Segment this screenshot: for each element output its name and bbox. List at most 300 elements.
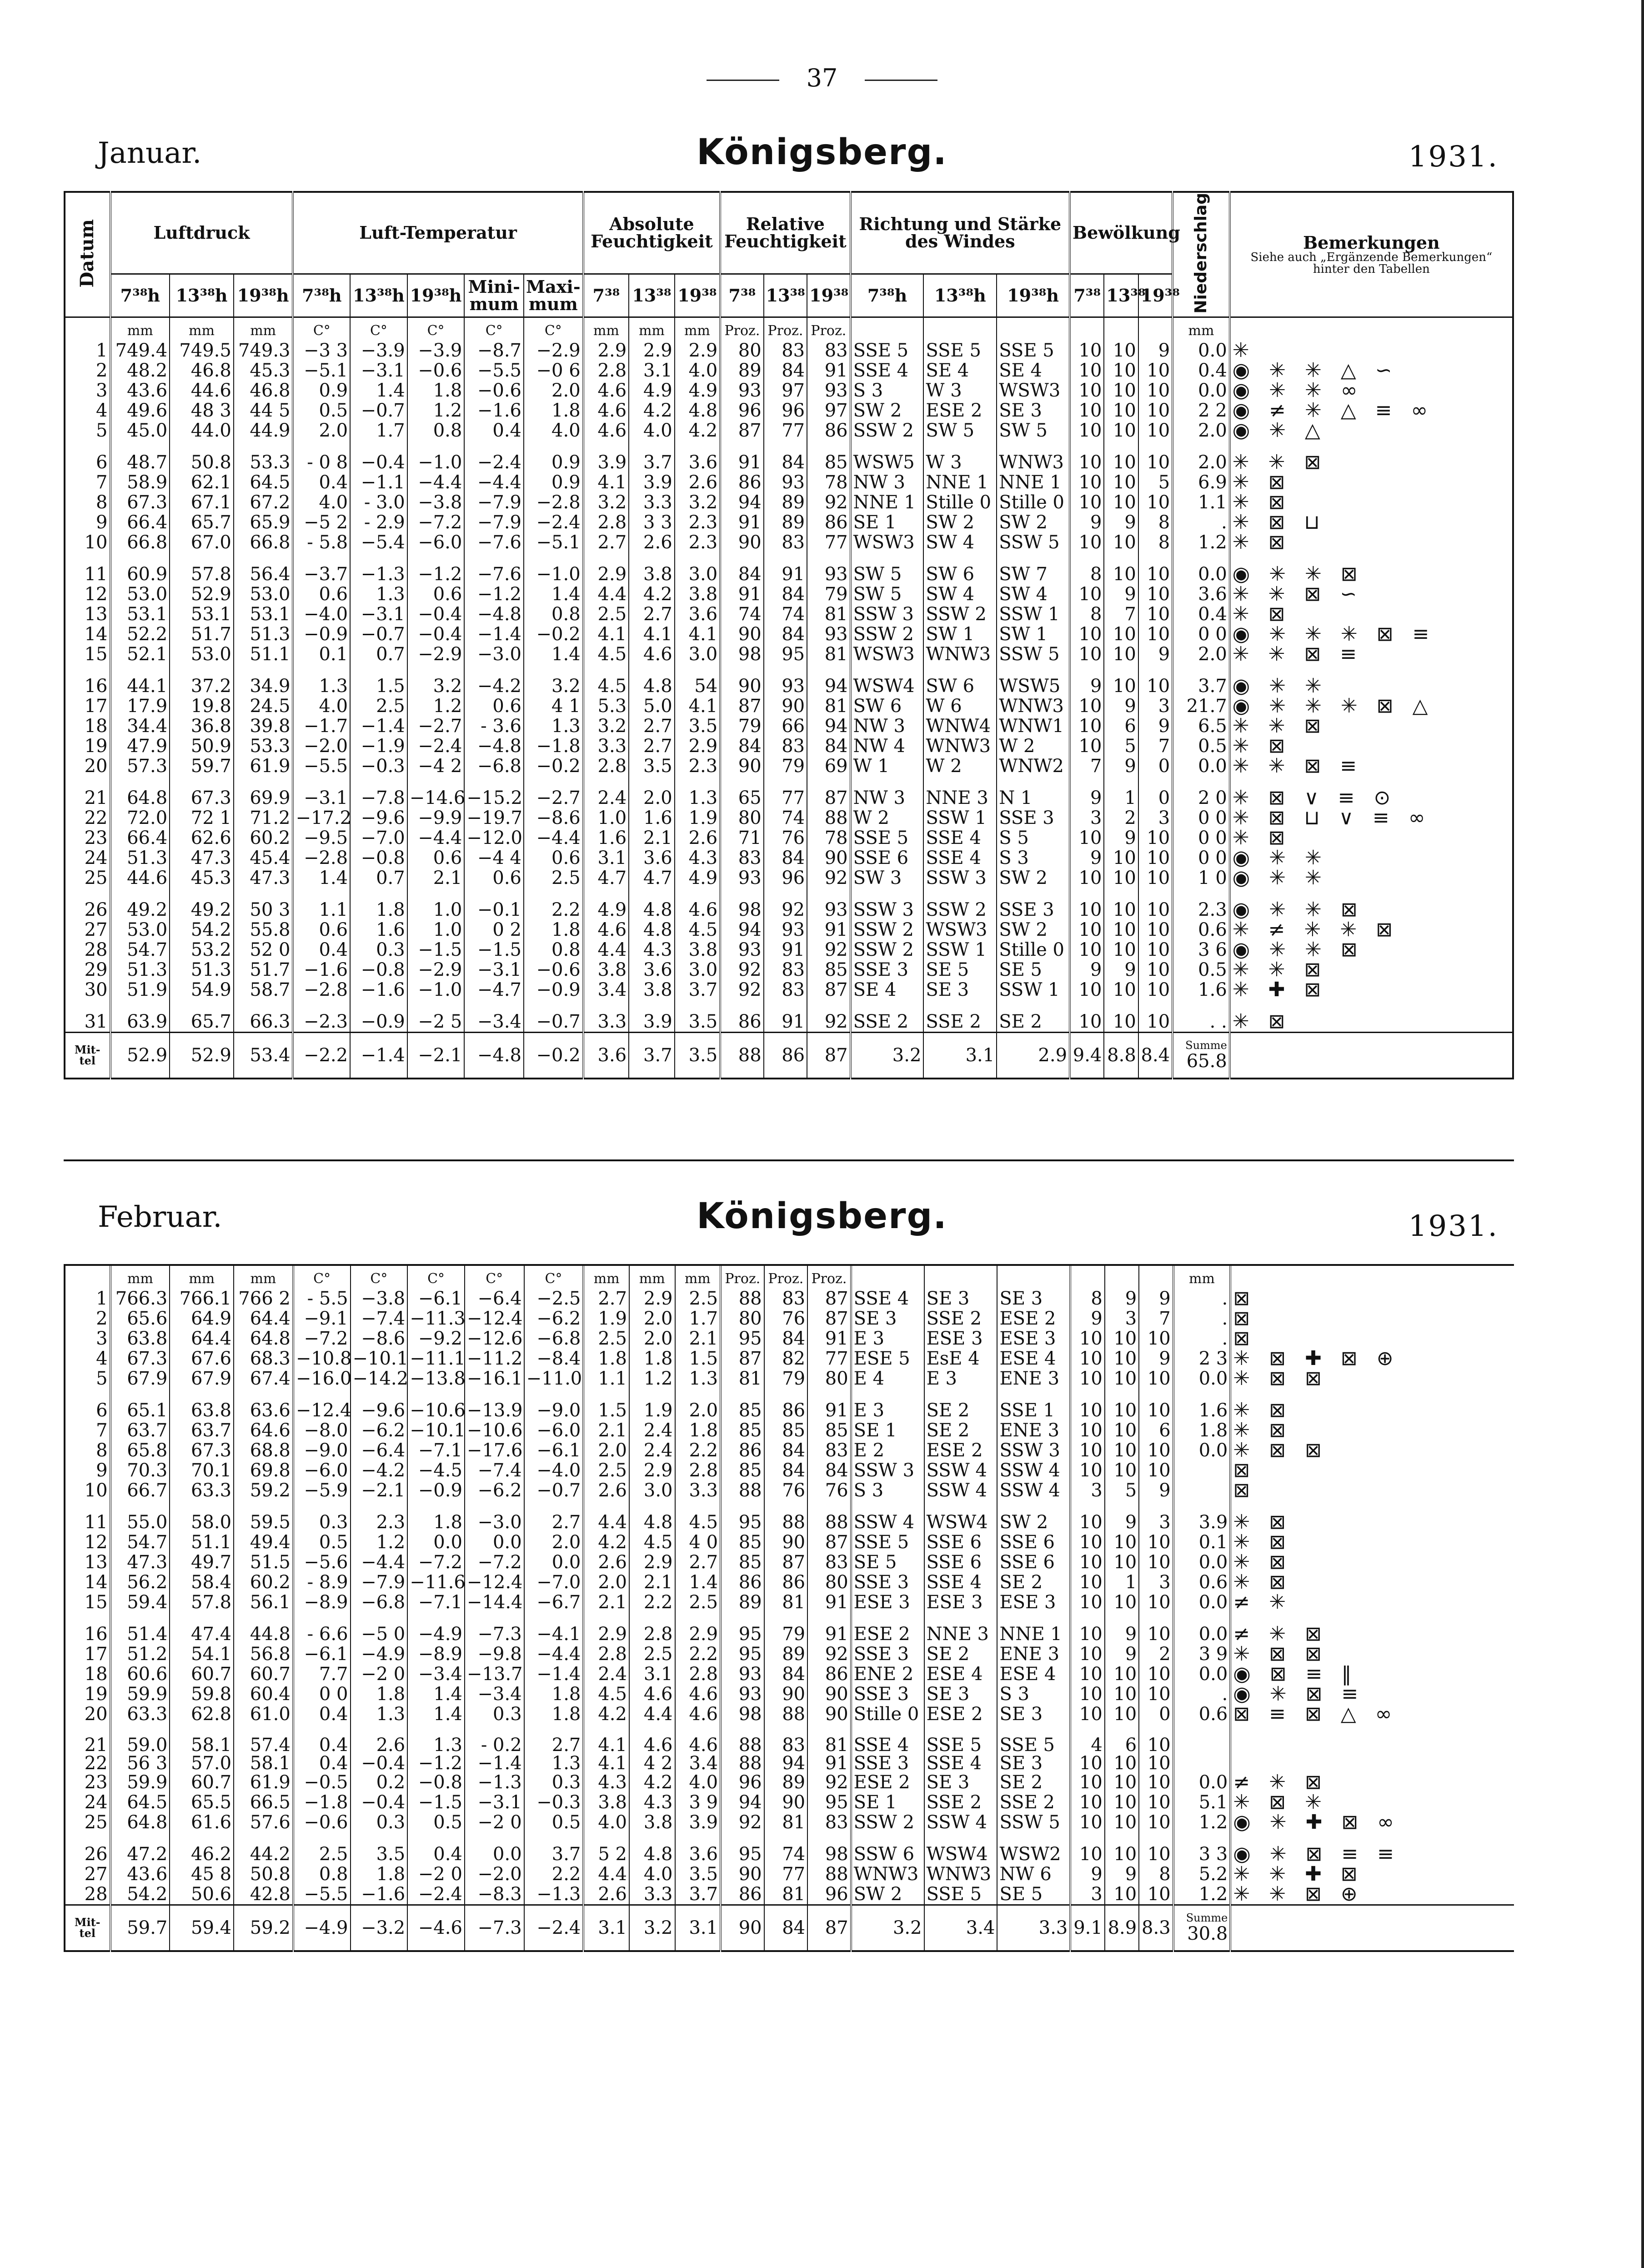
temp-max-cell: −0.9 — [524, 980, 583, 1000]
wind-13-cell: SSE 4 — [924, 1754, 997, 1772]
cloud-7-cell: 10 — [1070, 1349, 1104, 1369]
wind-7-cell: SSE 3 — [851, 1684, 924, 1704]
rel-13-cell: 76 — [764, 1480, 808, 1500]
rel-7-cell: 90 — [720, 532, 763, 552]
druck-13-cell: 53.1 — [170, 604, 234, 624]
abs-19-cell: 4.5 — [675, 1500, 721, 1532]
niederschlag-cell: 2.3 — [1173, 888, 1230, 920]
month-title-januar: Januar. — [98, 136, 202, 170]
table-row — [65, 940, 1513, 960]
temp-max-cell: 2.2 — [524, 1864, 584, 1884]
temp-19-cell: 1.8 — [407, 1500, 465, 1532]
abs-7-cell: 2.6 — [583, 1480, 629, 1500]
bemerkungen-cell: ✳ ✳ ⊠ — [1232, 714, 1328, 738]
temp-13-cell: 0.7 — [350, 868, 407, 888]
abs-19-cell: 3.5 — [675, 1032, 721, 1079]
day-cell: Mit-tel — [65, 1032, 110, 1079]
temp-19-cell: 1.8 — [407, 381, 465, 401]
niederschlag-cell: 3.6 — [1173, 584, 1230, 604]
rel-13-cell: 79 — [764, 756, 807, 776]
rel-13-cell: 90 — [764, 1532, 808, 1552]
day-cell: 15 — [65, 644, 110, 664]
wind-19-cell: WSW5 — [997, 664, 1070, 696]
rel-13-cell: 83 — [764, 532, 807, 552]
wind-t1: 7³⁸h — [851, 274, 924, 317]
wind-19-cell: SSE 1 — [997, 1389, 1070, 1420]
niederschlag-cell: 0.0 — [1173, 1552, 1231, 1572]
bemerkungen-cell: ✳ ⊠ — [1233, 1399, 1293, 1422]
niederschlag-cell: 0.6 — [1173, 1572, 1231, 1592]
temp-min-cell: −12.0 — [464, 828, 524, 848]
abs-7-cell: 2.0 — [583, 1572, 629, 1592]
druck-13-cell: 67.3 — [170, 776, 234, 808]
cloud-13-cell: 9 — [1105, 1864, 1139, 1884]
wind-19-cell: SE 2 — [997, 1000, 1070, 1033]
wind-7-cell: NNE 1 — [851, 492, 924, 512]
temp-max-cell: 1.8 — [524, 401, 583, 421]
druck-13-cell: 37.2 — [170, 664, 234, 696]
druck-19-cell: 64.4 — [234, 1309, 293, 1329]
day-cell: 7 — [65, 1420, 110, 1440]
cloud-7-cell: 9 — [1070, 1864, 1104, 1884]
cloud-7-cell: 10 — [1070, 1389, 1104, 1420]
cloud-7-cell: 10 — [1070, 716, 1104, 736]
abs-7-cell: 3.3 — [583, 736, 629, 756]
wind-7-cell: SE 1 — [851, 512, 924, 532]
temp-13-cell: −0.7 — [350, 624, 407, 644]
year-januar: 1931. — [1408, 140, 1499, 174]
rel-13-cell: 77 — [764, 776, 807, 808]
cloud-13-cell: 9 — [1105, 1289, 1139, 1309]
druck-19-cell: 50 3 — [234, 888, 293, 920]
cloud-19-cell: 10 — [1139, 1552, 1173, 1572]
wind-19-cell: SSE 6 — [997, 1532, 1070, 1552]
wind-7-cell: SSW 3 — [851, 1460, 924, 1480]
rel-13-cell: 91 — [764, 552, 807, 584]
abs-7-cell: 2.8 — [583, 361, 629, 381]
temp-max-cell: −0.2 — [524, 624, 583, 644]
cloud-19-cell: 5 — [1138, 472, 1173, 492]
wind-19-cell: SE 5 — [997, 960, 1070, 980]
druck-7-cell: 59.0 — [110, 1724, 170, 1754]
druck-7-cell: 43.6 — [110, 1864, 170, 1884]
table-row — [65, 1612, 1514, 1644]
niederschlag-cell: 1 0 — [1173, 868, 1230, 888]
bemerkungen-cell: ✳ ⊠ ⊔ ∨ ≡ ∞ — [1232, 806, 1432, 829]
abs-7-cell: 1.6 — [583, 828, 629, 848]
table-row — [65, 736, 1513, 756]
cloud-13-cell: 10 — [1105, 1329, 1139, 1349]
wind-19-cell: SW 2 — [997, 1500, 1070, 1532]
druck-13-cell: 52.9 — [170, 1032, 234, 1079]
druck-19-cell: 68.3 — [234, 1349, 293, 1369]
temp-7-cell: 7.7 — [293, 1664, 351, 1684]
bemerkungen-cell: ◉ ✳ ✳ ⊠ — [1232, 562, 1364, 586]
cloud-13-cell: 10 — [1105, 1832, 1139, 1864]
wind-13-cell: ESE 4 — [924, 1664, 997, 1684]
rel-19-cell: 98 — [807, 1832, 851, 1864]
bemerkungen-cell: ✳ ⊠ ⊔ — [1232, 510, 1326, 534]
bemerkungen-cell: ✳ ⊠ ⊠ — [1233, 1439, 1328, 1462]
wind-13-cell: SSE 5 — [923, 341, 997, 361]
druck-19-cell: 44.9 — [234, 421, 293, 441]
wind-7-cell: SSW 2 — [851, 940, 924, 960]
druck-13-cell: 52.9 — [170, 584, 234, 604]
niederschlag-cell: 0.0 — [1173, 1592, 1231, 1612]
rel-13-cell: 91 — [764, 1000, 807, 1033]
cloud-13-cell: 10 — [1104, 552, 1138, 584]
abs-13-cell: 3.9 — [629, 1000, 675, 1033]
cloud-13-cell: 10 — [1105, 1420, 1139, 1440]
druck-19-cell: mm — [234, 1266, 293, 1289]
druck-13-cell: 54.9 — [170, 980, 234, 1000]
abs-7-cell: 4.5 — [583, 1684, 629, 1704]
rel-7-cell: 87 — [721, 1349, 764, 1369]
rel-19-cell: 87 — [807, 1532, 851, 1552]
druck-7-cell: 52.9 — [110, 1032, 170, 1079]
cloud-7-cell: 10 — [1070, 1664, 1104, 1684]
wind-13-cell: SSE 4 — [923, 828, 997, 848]
cloud-7-cell: 10 — [1070, 1000, 1104, 1033]
rel-7-cell: 94 — [720, 920, 763, 940]
druck-13-cell: 72 1 — [170, 808, 234, 828]
druck-13-cell: 51.3 — [170, 960, 234, 980]
wind-13-cell: WSW4 — [924, 1832, 997, 1864]
druck-7-cell: 53.0 — [110, 920, 170, 940]
cloud-19-cell: 3 — [1138, 808, 1173, 828]
abs-13-cell: 3.6 — [629, 960, 675, 980]
bemerkungen-cell: ✳ ⊠ — [1232, 602, 1292, 626]
temp-min-cell: 0 2 — [464, 920, 524, 940]
cloud-7-cell: 10 — [1070, 888, 1104, 920]
rel-13-cell: 89 — [764, 492, 807, 512]
niederschlag-cell: 3 6 — [1173, 940, 1230, 960]
day-cell: 22 — [65, 1754, 110, 1772]
bemerkungen-cell: ✳ ⊠ — [1232, 530, 1292, 554]
temp-max-cell: 0.9 — [524, 472, 583, 492]
abs-7-cell: 4.3 — [583, 1772, 629, 1792]
day-cell: 16 — [65, 1612, 110, 1644]
rel-13-cell: 74 — [764, 1832, 808, 1864]
temp-min-cell: 0.4 — [464, 421, 524, 441]
temp-13-cell: 0.3 — [351, 1812, 408, 1832]
cloud-7-cell — [1070, 317, 1104, 341]
rel-13-cell: 97 — [764, 381, 807, 401]
rel-19-cell: 92 — [807, 492, 851, 512]
rel-19-cell: 85 — [807, 441, 851, 472]
page-number: 37 — [0, 64, 1644, 92]
druck-7-cell: 57.3 — [110, 756, 170, 776]
temp-min-cell: −7.3 — [465, 1612, 524, 1644]
temp-13-cell: 1.6 — [350, 920, 407, 940]
abs-13-cell: 2.8 — [629, 1612, 675, 1644]
temp-max-cell: 3.7 — [524, 1832, 584, 1864]
abs-13-cell: 4.0 — [629, 421, 675, 441]
temp-min-cell: −13.9 — [465, 1389, 524, 1420]
niederschlag-cell: 0.0 — [1173, 1664, 1231, 1684]
cloud-19-cell: 10 — [1138, 552, 1173, 584]
wind-13-cell: 3.1 — [923, 1032, 997, 1079]
druck-19-cell: 66.3 — [234, 1000, 293, 1033]
temp-13-cell: −0.3 — [350, 756, 407, 776]
bemerkungen-cell: ✳ ⊠ — [1233, 1419, 1293, 1442]
wind-13-cell: SE 2 — [924, 1644, 997, 1664]
rel-13-cell: 93 — [764, 664, 807, 696]
temp-min-cell: C° — [465, 1266, 524, 1289]
temp-7-cell: 0.4 — [293, 940, 350, 960]
abs-19-cell: 3.1 — [675, 1905, 721, 1952]
druck-19-cell: 52 0 — [234, 940, 293, 960]
temp-7-cell: 4.0 — [293, 696, 350, 716]
wind-13-cell: WNW3 — [924, 1864, 997, 1884]
druck-19-cell: 66.5 — [234, 1792, 293, 1812]
temp-19-cell: −6.1 — [407, 1289, 465, 1309]
wind-13-cell: SSW 1 — [923, 808, 997, 828]
rel-13-cell: 83 — [764, 1289, 808, 1309]
cloud-7-cell: 9 — [1070, 848, 1104, 868]
cloud-13-cell: 9 — [1104, 584, 1138, 604]
cloud-13-cell: 10 — [1104, 492, 1138, 512]
temp-19-cell: −0.4 — [407, 604, 465, 624]
bemerkungen-cell: ✳ ⊠ — [1233, 1530, 1293, 1554]
rel-7-cell: 90 — [720, 756, 763, 776]
bemerkungen-cell: ≠ ✳ ⊠ — [1233, 1622, 1328, 1646]
cloud-13-cell: 1 — [1104, 776, 1138, 808]
abs-13-cell: 2.4 — [629, 1440, 675, 1460]
table-row — [65, 1480, 1514, 1500]
rel-19-cell: 90 — [807, 1684, 851, 1704]
wind-19-cell: SE 4 — [997, 361, 1070, 381]
rel-13-cell: 96 — [764, 401, 807, 421]
abs-19-cell: 2.0 — [675, 1389, 721, 1420]
temp-19-cell: −2 0 — [407, 1864, 465, 1884]
temp-max-cell: 0.0 — [524, 1552, 584, 1572]
rel-13-cell: 88 — [764, 1704, 808, 1724]
temp-max-cell: −0.3 — [524, 1792, 584, 1812]
abs-7-cell: mm — [583, 317, 629, 341]
cloud-13-cell: 10 — [1104, 401, 1138, 421]
temp-13-cell: −5 0 — [351, 1612, 408, 1644]
abs-19-cell: 3.5 — [675, 1000, 721, 1033]
wind-7-cell: S 3 — [851, 381, 924, 401]
niederschlag-cell: 0.6 — [1173, 1704, 1231, 1724]
abs-13-cell: 2.2 — [629, 1592, 675, 1612]
cloud-13-cell: 10 — [1105, 1369, 1139, 1389]
cloud-13-cell: 10 — [1104, 980, 1138, 1000]
cloud-13-cell: 10 — [1104, 848, 1138, 868]
wind-13-cell: SSE 2 — [924, 1309, 997, 1329]
rel-19-cell: 85 — [807, 1420, 851, 1440]
wind-7-cell: SE 1 — [851, 1420, 924, 1440]
druck-13-cell: 62.6 — [170, 828, 234, 848]
bemerkungen-cell: ◉ ✳ ✳ — [1232, 846, 1328, 869]
abs-13-cell: 4.8 — [629, 664, 675, 696]
day-cell: 23 — [65, 1772, 110, 1792]
druck-13-cell: 65.7 — [170, 1000, 234, 1033]
abs-13-cell: 2.4 — [629, 1420, 675, 1440]
cloud-7-cell: 10 — [1070, 1532, 1104, 1552]
temp-t1: 7³⁸h — [293, 274, 350, 317]
temp-13-cell: −9.6 — [351, 1389, 408, 1420]
rel-19-cell: 87 — [807, 980, 851, 1000]
rel-13-cell: 66 — [764, 716, 807, 736]
abs-13-cell: 2.9 — [629, 1552, 675, 1572]
wind-13-cell: ESE 2 — [924, 1440, 997, 1460]
mittel-row — [65, 1905, 1514, 1952]
temp-min-cell: −12.4 — [465, 1309, 524, 1329]
table-row — [65, 696, 1513, 716]
day-cell: 6 — [65, 441, 110, 472]
wind-7-cell: SSE 5 — [851, 1532, 924, 1552]
temp-min-cell: −12.6 — [465, 1329, 524, 1349]
temp-max-cell: −2.9 — [524, 341, 583, 361]
rel-19-cell: 87 — [807, 1032, 851, 1079]
abs-19-cell: 4.6 — [675, 1684, 721, 1704]
wind-19-cell: NNE 1 — [997, 1612, 1070, 1644]
bemerkungen-cell: ⊠ — [1233, 1479, 1257, 1502]
day-cell: 24 — [65, 1792, 110, 1812]
rel-19-cell: 84 — [807, 1460, 851, 1480]
temp-min-cell: −7.9 — [464, 492, 524, 512]
bemerkungen-cell: ✳ ⊠ — [1232, 1009, 1292, 1033]
niederschlag-cell: 0.0 — [1173, 1440, 1231, 1460]
temp-min-cell: C° — [464, 317, 524, 341]
rel-7-cell: 91 — [720, 584, 763, 604]
cloud-t3: 19³⁸ — [1138, 274, 1173, 317]
wind-13-cell: SW 5 — [923, 421, 997, 441]
temp-max-cell: 2.2 — [524, 888, 583, 920]
cloud-19-cell: 10 — [1138, 828, 1173, 848]
abs-13-cell: 2.0 — [629, 776, 675, 808]
bemerkungen-cell: ◉ ✳ ✳ ✳ ⊠ △ — [1232, 694, 1434, 718]
druck-7-cell: 59.9 — [110, 1772, 170, 1792]
bemerkungen-cell — [1230, 1754, 1514, 1772]
cloud-19-cell: 10 — [1139, 1812, 1173, 1832]
druck-13-cell: 59.4 — [170, 1905, 234, 1952]
rel-19-cell: 91 — [807, 920, 851, 940]
temp-max-cell: 1.3 — [524, 1754, 584, 1772]
temp-19-cell: 1.0 — [407, 920, 465, 940]
temp-max-cell: −7.0 — [524, 1572, 584, 1592]
datum-header: Datum — [65, 192, 110, 317]
wind-19-cell: Stille 0 — [997, 940, 1070, 960]
temp-min-cell: −9.8 — [465, 1644, 524, 1664]
temp-19-cell: −4.9 — [407, 1612, 465, 1644]
cloud-7-cell: 10 — [1070, 868, 1104, 888]
rel-13-cell: 92 — [764, 888, 807, 920]
rel-13-cell: 88 — [764, 1500, 808, 1532]
bemerkungen-cell: ◉ ≠ ✳ △ ≡ ∞ — [1232, 398, 1434, 422]
abs-t2: 13³⁸ — [629, 274, 675, 317]
rel-13-cell: 95 — [764, 644, 807, 664]
temp-max-cell: 0.6 — [524, 848, 583, 868]
cloud-7-cell: 10 — [1070, 584, 1104, 604]
table-row — [65, 1389, 1514, 1420]
wind-13-cell: SE 2 — [924, 1389, 997, 1420]
druck-13-cell: 53.2 — [170, 940, 234, 960]
abs-19-cell: 2.9 — [675, 341, 721, 361]
abs-13-cell: 4.2 — [629, 1772, 675, 1792]
abs-13-cell: 4.2 — [629, 401, 675, 421]
rel-13-cell: 81 — [764, 1812, 808, 1832]
wind-13-cell: E 3 — [924, 1369, 997, 1389]
wind-7-cell: SSE 3 — [851, 1754, 924, 1772]
abs-19-cell: 4 0 — [675, 1532, 721, 1552]
cloud-t1: 7³⁸ — [1070, 274, 1104, 317]
day-cell: 18 — [65, 1664, 110, 1684]
temp-13-cell: −9.6 — [350, 808, 407, 828]
rel-13-cell: 82 — [764, 1349, 808, 1369]
druck-7-cell: 45.0 — [110, 421, 170, 441]
cloud-7-cell: 10 — [1070, 1592, 1104, 1612]
temp-19-cell: −0.9 — [407, 1480, 465, 1500]
wind-7-cell: SSW 2 — [851, 920, 924, 940]
temp-7-cell: 0.9 — [293, 381, 350, 401]
wind-7-cell: SSW 2 — [851, 421, 924, 441]
druck-19-cell: 60.7 — [234, 1664, 293, 1684]
abs-13-cell: 5.0 — [629, 696, 675, 716]
summe-label: Summe — [1186, 1912, 1228, 1924]
rel-t1: 7³⁸ — [720, 274, 763, 317]
wind-19-cell: SSE 3 — [997, 888, 1070, 920]
druck-7-cell: 59.4 — [110, 1592, 170, 1612]
rel-19-cell: 91 — [807, 1389, 851, 1420]
temp-7-cell: −2.0 — [293, 736, 350, 756]
abs-7-cell: 2.1 — [583, 1592, 629, 1612]
temp-max-cell: −2.8 — [524, 492, 583, 512]
temp-max-cell: −0.7 — [524, 1000, 583, 1033]
rel-19-cell: 94 — [807, 716, 851, 736]
cloud-13-cell: 10 — [1104, 361, 1138, 381]
wind-13-cell: SSE 4 — [923, 848, 997, 868]
temp-7-cell: −3.1 — [293, 776, 350, 808]
druck-13-cell: 54.1 — [170, 1644, 234, 1664]
rel-7-cell: 92 — [721, 1812, 764, 1832]
temp-7-cell: −8.9 — [293, 1592, 351, 1612]
wind-7-cell: SW 5 — [851, 552, 924, 584]
niederschlag-cell: 0.4 — [1173, 604, 1230, 624]
section-divider — [64, 1159, 1514, 1161]
wind-13-cell: ESE 2 — [924, 1704, 997, 1724]
abs-7-cell: 4.1 — [583, 1724, 629, 1754]
city-title-januar: Königsberg. — [697, 132, 947, 173]
niederschlag-cell: . — [1173, 1329, 1231, 1349]
abs-19-cell: 3.8 — [675, 940, 721, 960]
cloud-7-cell: 10 — [1070, 472, 1104, 492]
temp-19-cell: −2.1 — [407, 1032, 465, 1079]
wind-header: Richtung und Stärke des Windes — [851, 192, 1070, 274]
rel-7-cell: 91 — [720, 512, 763, 532]
temp-min-cell: 0.6 — [464, 696, 524, 716]
rel-19-cell: 97 — [807, 401, 851, 421]
rel-7-cell: 86 — [721, 1884, 764, 1905]
wind-13-cell: SW 4 — [923, 532, 997, 552]
abs-13-cell: 3.0 — [629, 1480, 675, 1500]
bemerkungen-cell: ◉ ✳ ✳ — [1232, 866, 1328, 889]
cloud-19-cell: 10 — [1139, 1832, 1173, 1864]
rel-7-cell: 74 — [720, 604, 763, 624]
abs-13-cell: 4.8 — [629, 1500, 675, 1532]
rel-19-cell: Proz. — [807, 1266, 851, 1289]
day-cell: 20 — [65, 756, 110, 776]
druck-19-cell: 749.3 — [234, 341, 293, 361]
temp-max-cell: −0.2 — [524, 1032, 583, 1079]
druck-7-cell: 63.9 — [110, 1000, 170, 1033]
druck-7-cell: 64.8 — [110, 776, 170, 808]
temp-max-cell: −4.1 — [524, 1612, 584, 1644]
temp-19-cell: −4.4 — [407, 472, 465, 492]
cloud-13-cell: 8.9 — [1105, 1905, 1139, 1952]
